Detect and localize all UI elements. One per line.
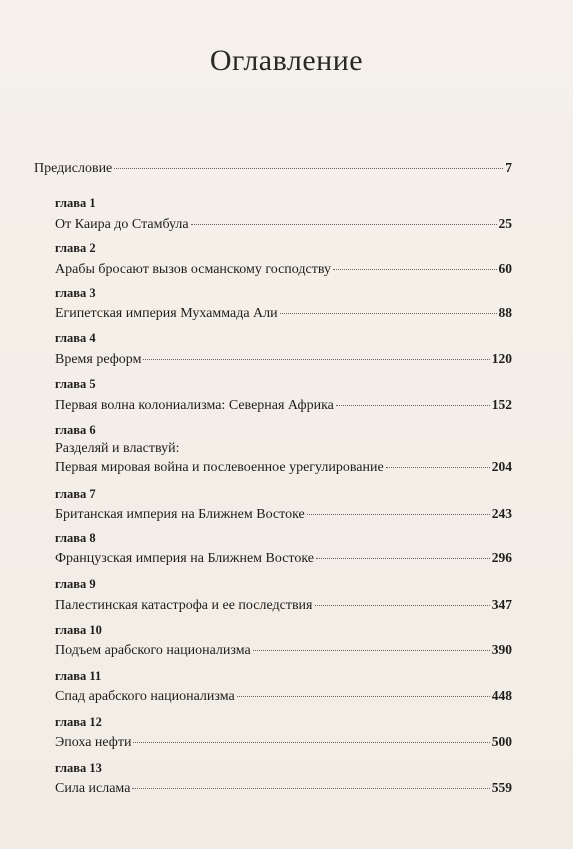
toc-entry-page: 500 xyxy=(491,734,512,749)
toc-entry-page: 243 xyxy=(491,506,512,521)
toc-entry-title: Спад арабского национализма xyxy=(55,689,235,704)
page-title: Оглавление xyxy=(209,44,364,77)
toc-entry-page: 347 xyxy=(491,597,512,612)
dot-leader xyxy=(336,405,490,406)
toc-entry xyxy=(55,597,512,614)
dot-leader xyxy=(315,605,490,606)
toc-entry-title: Сила ислама xyxy=(55,781,131,796)
toc-entry-page: 559 xyxy=(491,780,512,795)
toc-entry-page: 204 xyxy=(491,459,512,474)
toc-entry-title: Время реформ xyxy=(55,352,142,367)
toc-entry xyxy=(55,351,512,368)
toc-entry xyxy=(55,642,512,659)
dot-leader xyxy=(333,269,497,270)
chapter-label: глава 1 xyxy=(55,196,96,210)
chapter-label: глава 8 xyxy=(55,531,96,545)
chapter-label: глава 9 xyxy=(55,577,96,591)
dot-leader xyxy=(191,224,497,225)
toc-entry-page: 152 xyxy=(491,397,512,412)
toc-entry-page: 60 xyxy=(498,261,512,276)
chapter-label: глава 12 xyxy=(55,715,102,729)
toc-entry-title: Предисловие xyxy=(34,161,113,176)
dot-leader xyxy=(280,313,497,314)
toc-entry xyxy=(55,780,512,797)
chapter-label: глава 10 xyxy=(55,623,102,637)
toc-entry-page: 120 xyxy=(491,351,512,366)
toc-entry-title: Арабы бросают вызов османскому господству xyxy=(55,262,331,277)
toc-entry xyxy=(55,397,512,414)
dot-leader xyxy=(132,788,489,789)
chapter-label: глава 4 xyxy=(55,331,96,345)
toc-entry-page: 390 xyxy=(491,642,512,657)
toc-entry-page: 7 xyxy=(505,160,512,175)
toc-entry-title: Подъем арабского национализма xyxy=(55,643,251,658)
chapter-label: глава 5 xyxy=(55,377,96,391)
toc-entry-page: 25 xyxy=(498,216,512,231)
toc-entry xyxy=(55,734,512,751)
toc-entry xyxy=(55,261,512,278)
toc-entry xyxy=(55,506,512,523)
toc-entry xyxy=(55,216,512,233)
toc-entry-title: Египетская империя Мухаммада Али xyxy=(55,306,278,321)
toc-entry-page: 296 xyxy=(491,550,512,565)
dot-leader xyxy=(316,558,490,559)
chapter-label: глава 6 xyxy=(55,423,96,437)
toc-entry-title: Первая мировая война и послевоенное урегулирование xyxy=(55,460,384,475)
toc-entry-page: 88 xyxy=(498,305,512,320)
toc-entry-title: Первая волна колониализма: Северная Африка xyxy=(55,398,334,413)
dot-leader xyxy=(237,696,490,697)
toc-entry-preface xyxy=(34,160,512,177)
chapter-label: глава 7 xyxy=(55,487,96,501)
toc-entry xyxy=(55,688,512,705)
toc-entry xyxy=(55,459,512,476)
dot-leader xyxy=(386,467,490,468)
toc-entry-title: Палестинская катастрофа и ее последствия xyxy=(55,598,313,613)
toc-entry-title: Эпоха нефти xyxy=(55,735,132,750)
toc-entry-page: 448 xyxy=(491,688,512,703)
dot-leader xyxy=(307,514,490,515)
toc-entry-title-line1: Разделяй и властвуй: xyxy=(55,441,180,456)
dot-leader xyxy=(253,650,490,651)
toc-entry-title: От Каира до Стамбула xyxy=(55,217,189,232)
chapter-label: глава 13 xyxy=(55,761,102,775)
chapter-label: глава 2 xyxy=(55,241,96,255)
dot-leader xyxy=(114,168,503,169)
toc-entry xyxy=(55,305,512,322)
chapter-label: глава 11 xyxy=(55,669,102,683)
toc-entry xyxy=(55,550,512,567)
toc-entry-title: Французская империя на Ближнем Востоке xyxy=(55,551,315,566)
toc-entry-title: Британская империя на Ближнем Востоке xyxy=(55,507,305,522)
dot-leader xyxy=(143,359,489,360)
dot-leader xyxy=(133,742,489,743)
chapter-label: глава 3 xyxy=(55,286,96,300)
